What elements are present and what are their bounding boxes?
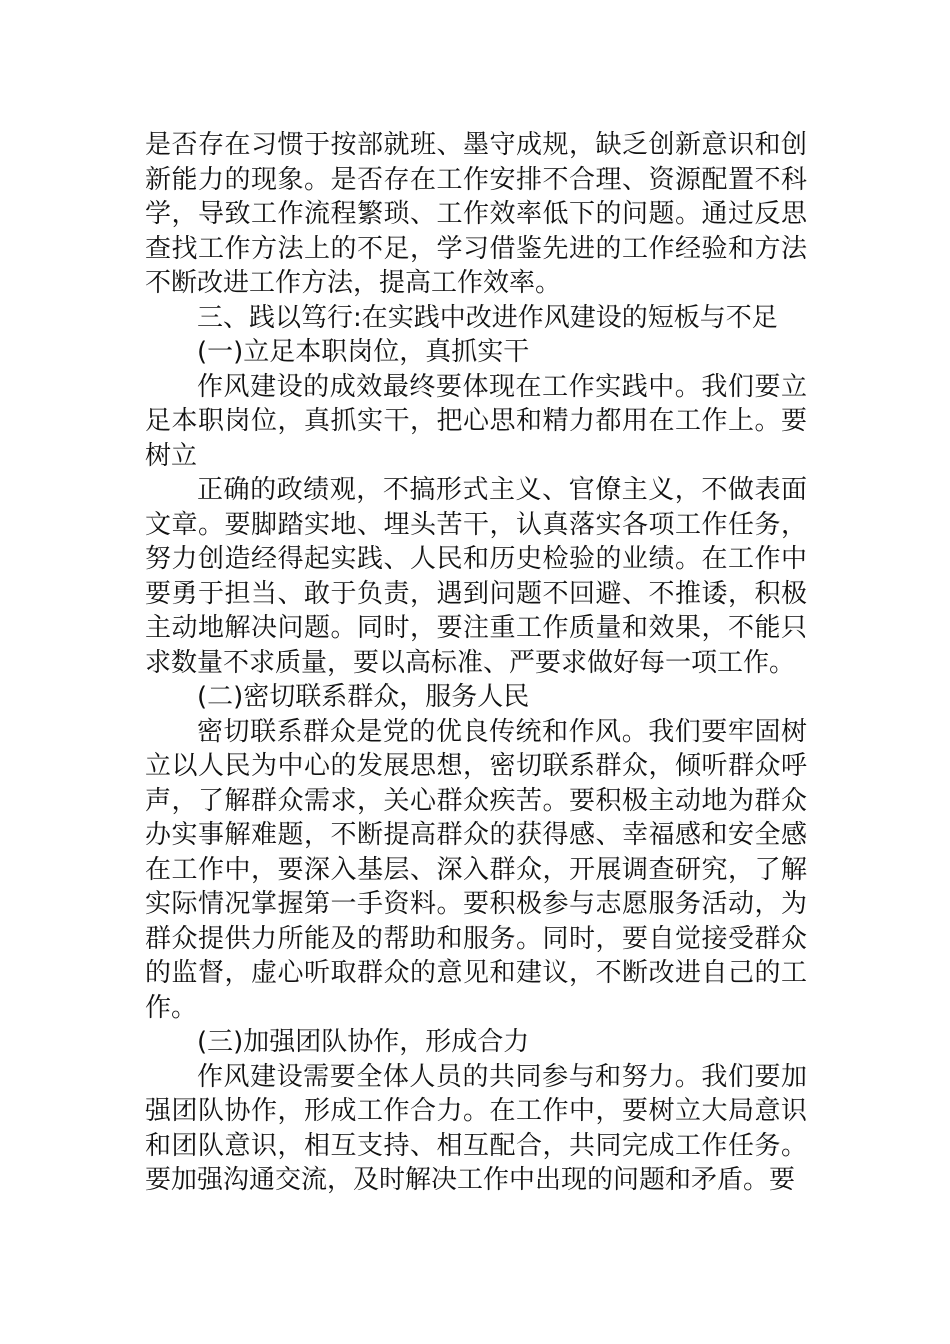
paragraph-body: 正确的政绩观，不搞形式主义、官僚主义，不做表面文章。要脚踏实地、埋头苦干，认真落实各项工作任务，努力创造经得起实践、人民和历史检验的业绩。在工作中要勇于担当、敢于负责，遇到问题不回避、不推诿，积极主动地解决问题。同时，要注重工作质量和效果，不能只求数量不求质量，要以高标准、严要求做好每一项工作。 — [145, 475, 807, 678]
paragraph-body: 作风建设的成效最终要体现在工作实践中。我们要立足本职岗位，真抓实干，把心思和精力都用在工作上。要树立 — [145, 371, 807, 471]
subheading-1: (一)立足本职岗位，真抓实干 — [197, 337, 530, 367]
document-body — [145, 128, 807, 1198]
subheading-2: (二)密切联系群众，服务人民 — [197, 682, 530, 712]
section-heading-3: 三、践以笃行:在实践中改进作风建设的短板与不足 — [197, 302, 778, 333]
paragraph-body: 密切联系群众是党的优良传统和作风。我们要牢固树立以人民为中心的发展思想，密切联系群众，倾听群众呼声，了解群众需求，关心群众疾苦。要积极主动地为群众办实事解难题，不断提高群众的获得感、幸福感和安全感在工作中，要深入基层、深入群众，开展调查研究，了解实际情况掌握第一手资料。要积极参与志愿服务活动，为群众提供力所能及的帮助和服务。同时，要自觉接受群众的监督，虚心听取群众的意见和建议，不断改进自己的工作。 — [145, 716, 807, 1023]
paragraph-continuation: 是否存在习惯于按部就班、墨守成规，缺乏创新意识和创新能力的现象。是否存在工作安排不合理、资源配置不科学，导致工作流程繁琐、工作效率低下的问题。通过反思查找工作方法上的不足，学习借鉴先进的工作经验和方法不断改进工作方法，提高工作效率。 — [145, 130, 807, 298]
subheading-3: (三)加强团队协作，形成合力 — [197, 1027, 530, 1057]
paragraph-body: 作风建设需要全体人员的共同参与和努力。我们要加强团队协作，形成工作合力。在工作中，要树立大局意识和团队意识，相互支持、相互配合，共同完成工作任务。要加强沟通交流，及时解决工作中出现的问题和矛盾。要 — [145, 1061, 807, 1195]
